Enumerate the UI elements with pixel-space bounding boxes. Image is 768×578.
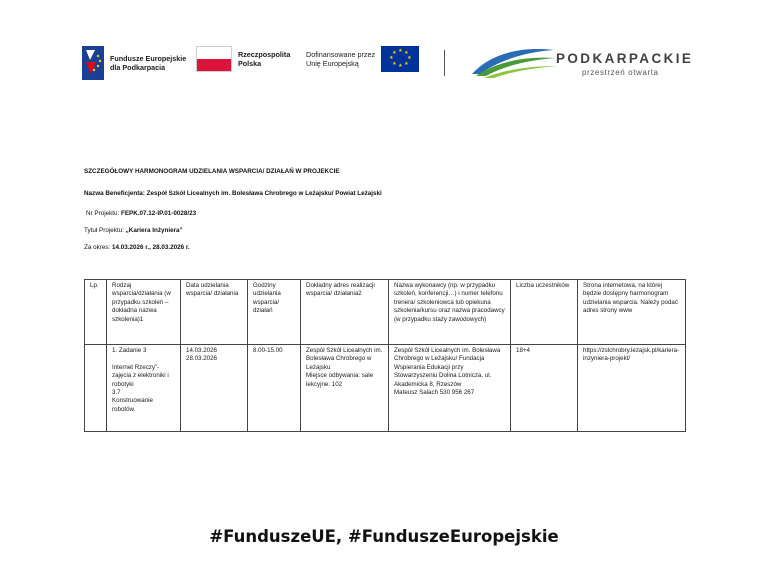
ue-logo xyxy=(306,46,419,72)
podkarpackie-title: PODKARPACKIE xyxy=(556,51,694,66)
logo-bar xyxy=(82,44,692,84)
poland-flag-icon xyxy=(196,46,232,72)
fe-mark-icon xyxy=(82,46,104,80)
project-title-label: Tytuł Projektu: xyxy=(84,227,126,234)
podkarpackie-swoosh-icon xyxy=(470,44,560,80)
podkarpackie-subtitle: przestrzeń otwarta xyxy=(582,68,659,77)
document-heading: SZCZEGÓŁOWY HARMONOGRAM UDZIELANIA WSPARCIA/ DZIAŁAŃ W PROJEKCIE xyxy=(84,168,340,175)
header-lp: Lp. xyxy=(85,280,107,345)
header-support-type: Rodzaj wsparcia/działania (w przypadku szkoleń – dokładna nazwa szkolenia)1 xyxy=(107,280,181,345)
schedule-table xyxy=(84,279,686,432)
period-label: Za okres: xyxy=(84,244,112,251)
header-date: Data udzielania wsparcia/ działania xyxy=(181,280,248,345)
project-number-label: Nr Projektu: xyxy=(86,210,121,217)
fe-logo-text: Fundusze Europejskie dla Podkarpacia xyxy=(110,54,187,72)
cell-support-type: 1. Zadanie 3 Internet Rzeczy”- zajęcia z elektroniki i robotyki 3.7 Konstruowanie robotów. xyxy=(107,345,181,432)
project-number-line xyxy=(86,210,196,217)
cell-address: Zespół Szkół Licealnych im. Bolesława Chrobrego w Leżajsku Miejsce odbywania: sale lekcyjne: 102 xyxy=(301,345,389,432)
cell-participants: 18+4 xyxy=(511,345,578,432)
rp-logo-text: Rzeczpospolita Polska xyxy=(238,50,291,68)
cell-website: https://zslchrobry.lezajsk.pl/kariera-inzyniera-projekt/ xyxy=(578,345,686,432)
table-row xyxy=(85,345,686,432)
cell-date: 14.03.2026 28.03.2026 xyxy=(181,345,248,432)
cell-contractor: Zespół Szkół Licealnych im. Bolesława Chrobrego w Leżajsku/ Fundacja Wspierania Edukacji przy Stowarzyszeniu Dolina Lotnicza, ul. Akademicka 8, Rzeszów Mateusz Salach 530 956 267 xyxy=(389,345,511,432)
rzeczpospolita-logo xyxy=(196,46,290,72)
header-hours: Godziny udzielania wsparcia/ działań xyxy=(248,280,301,345)
podkarpackie-logo xyxy=(470,44,694,80)
header-website: Strona internetowa, na której będzie dostępny harmonogram udzielania wsparcia. Należy podać adres strony www xyxy=(578,280,686,345)
table-header-row xyxy=(85,280,686,345)
eu-flag-icon: ★ ★ ★ ★ ★ ★ ★ ★ xyxy=(381,46,419,72)
header-contractor: Nazwa wykonawcy (np. w przypadku szkoleń, konferencji…) i numer telefonu trenera/ szkoleniowca lub opiekuna szkolenia/kursu oraz nazwa pracodawcy (w przypadku staży zawodowych) xyxy=(389,280,511,345)
beneficiary-name: Nazwa Beneficjenta: Zespół Szkół Licealnych im. Bolesława Chrobrego w Leżajsku/ Powiat Leżajski xyxy=(84,190,382,197)
cell-hours: 8.00-15.00 xyxy=(248,345,301,432)
header-address: Dokładny adres realizacji wsparcia/ działania2 xyxy=(301,280,389,345)
period-line xyxy=(84,244,190,251)
fundusze-europejskie-logo xyxy=(82,46,186,80)
header-participants: Liczba uczestników xyxy=(511,280,578,345)
logo-divider xyxy=(444,50,445,76)
project-number: FEPK.07.12-IP.01-0028/23 xyxy=(121,210,197,217)
footer-hashtags: #FunduszeUE, #FunduszeEuropejskie xyxy=(209,527,559,546)
ue-logo-text: Dofinansowane przez Unię Europejską xyxy=(306,50,376,68)
cell-lp xyxy=(85,345,107,432)
project-title: „Kariera Inżyniera” xyxy=(125,227,183,234)
project-title-line xyxy=(84,227,183,234)
period-value: 14.03.2026 r., 28.03.2026 r. xyxy=(112,244,190,251)
